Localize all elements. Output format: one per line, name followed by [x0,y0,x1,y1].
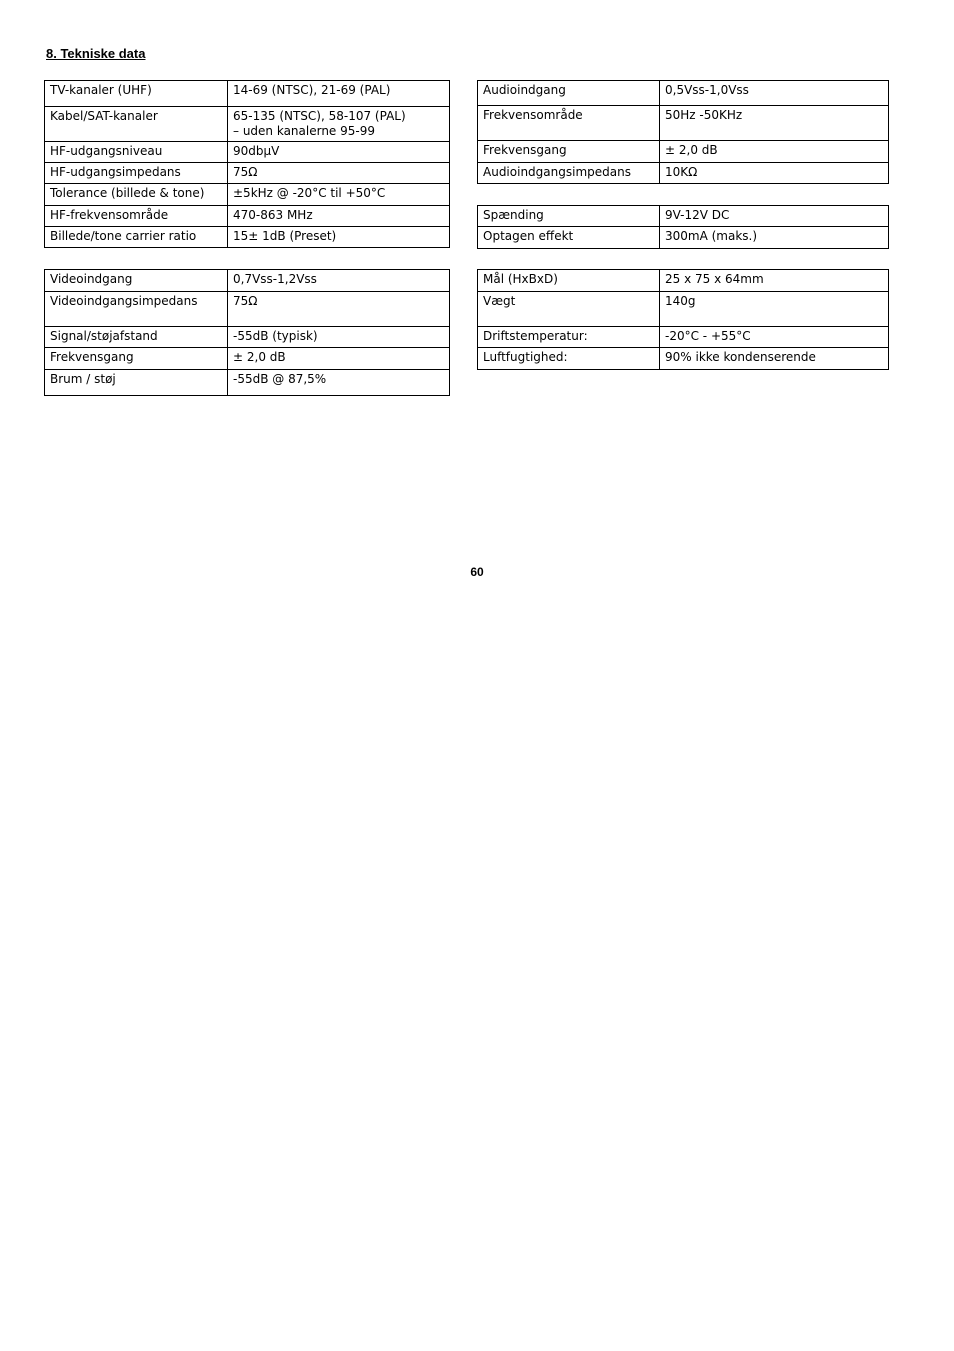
spec-value: 300mA (maks.) [660,227,889,249]
table-row [478,81,889,106]
spec-value: -20°C - +55°C [660,327,889,348]
video-specs-table [44,269,450,396]
spec-label: Luftfugtighed: [478,348,660,370]
table-row [478,270,889,292]
spec-value: 65-135 (NTSC), 58-107 (PAL) – uden kanalerne 95-99 [228,107,450,142]
spec-value: -55dB (typisk) [228,327,450,348]
spec-value: 470-863 MHz [228,206,450,227]
table-row [478,206,889,227]
spec-label: Tolerance (billede & tone) [45,184,228,206]
spec-value: 50Hz -50KHz [660,106,889,141]
spec-label: Frekvensgang [45,348,228,370]
physical-specs-table [477,269,889,370]
table-row [45,348,450,370]
spec-value: 9V-12V DC [660,206,889,227]
table-row [45,327,450,348]
table-row [45,270,450,292]
spec-label: Videoindgang [45,270,228,292]
table-row [45,184,450,206]
power-specs-table [477,205,889,249]
spec-label: Videoindgangsimpedans [45,292,228,327]
spec-value: 0,7Vss-1,2Vss [228,270,450,292]
spec-value: 14-69 (NTSC), 21-69 (PAL) [228,81,450,107]
table-row [45,227,450,248]
spec-value: 0,5Vss-1,0Vss [660,81,889,106]
spec-label: Driftstemperatur: [478,327,660,348]
spec-label: Audioindgang [478,81,660,106]
spec-value: ± 2,0 dB [228,348,450,370]
table-row [478,227,889,249]
table-row [45,370,450,396]
table-row [478,163,889,184]
spec-value: 75Ω [228,163,450,184]
table-row [478,292,889,327]
table-row [45,206,450,227]
spec-label: HF-udgangsniveau [45,142,228,163]
spec-label: Mål (HxBxD) [478,270,660,292]
section-heading: 8. Tekniske data [46,46,146,61]
spec-label: Brum / støj [45,370,228,396]
spec-label: HF-udgangsimpedans [45,163,228,184]
table-row [45,81,450,107]
audio-specs-table [477,80,889,184]
spec-value: 75Ω [228,292,450,327]
spec-label: Frekvensområde [478,106,660,141]
hf-specs-table [44,80,450,248]
table-row [478,348,889,370]
spec-value: -55dB @ 87,5% [228,370,450,396]
table-row [45,292,450,327]
table-row [45,142,450,163]
spec-label: Spænding [478,206,660,227]
spec-value: 15± 1dB (Preset) [228,227,450,248]
spec-label: Vægt [478,292,660,327]
spec-label: Audioindgangsimpedans [478,163,660,184]
spec-label: Frekvensgang [478,141,660,163]
page-number: 60 [470,565,484,579]
spec-label: Kabel/SAT-kanaler [45,107,228,142]
table-row [478,327,889,348]
spec-value: 10KΩ [660,163,889,184]
spec-label: Billede/tone carrier ratio [45,227,228,248]
spec-label: TV-kanaler (UHF) [45,81,228,107]
spec-value: ± 2,0 dB [660,141,889,163]
table-row [478,106,889,141]
spec-value: 90dbµV [228,142,450,163]
spec-value: 140g [660,292,889,327]
spec-label: HF-frekvensområde [45,206,228,227]
table-row [478,141,889,163]
spec-label: Signal/støjafstand [45,327,228,348]
spec-label: Optagen effekt [478,227,660,249]
table-row [45,163,450,184]
spec-value: 90% ikke kondenserende [660,348,889,370]
table-row [45,107,450,142]
spec-value: 25 x 75 x 64mm [660,270,889,292]
spec-value: ±5kHz @ -20°C til +50°C [228,184,450,206]
